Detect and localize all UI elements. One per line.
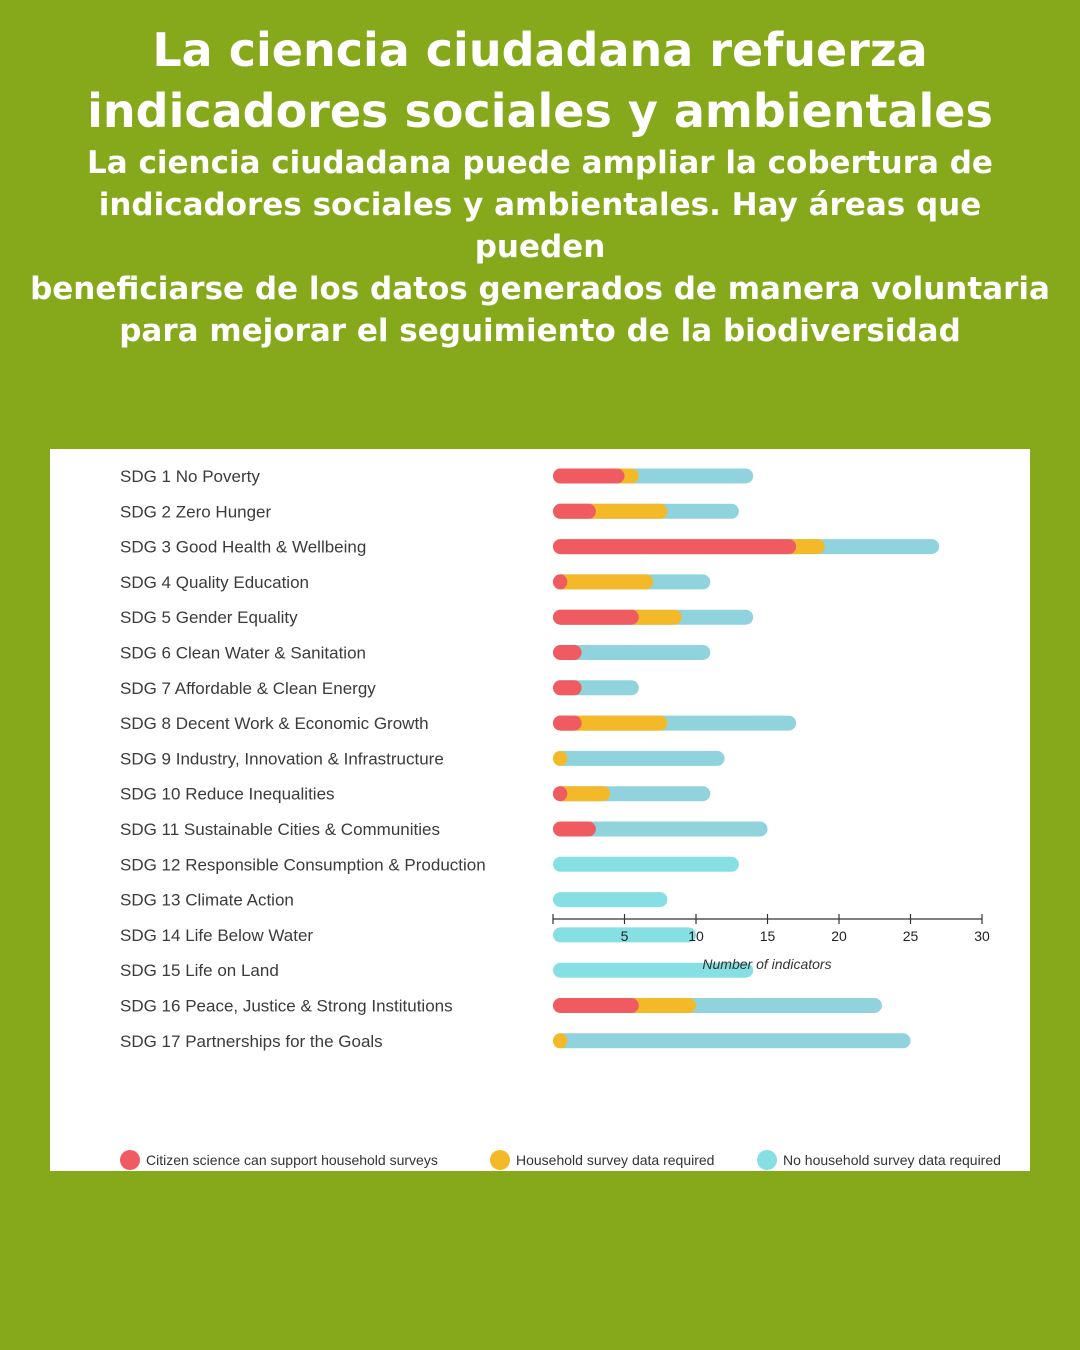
x-tick-label: 30 <box>974 928 990 944</box>
category-label: SDG 7 Affordable & Clean Energy <box>120 678 376 698</box>
bar-segment-no-household <box>553 1033 911 1048</box>
bar-segment-citizen <box>553 716 582 731</box>
page-title <box>0 20 1080 142</box>
subtitle-line-3: beneficiarse de los datos generados de manera voluntaria <box>30 271 1050 307</box>
category-label: SDG 14 Life Below Water <box>120 925 314 945</box>
bar-segment-citizen <box>553 610 639 625</box>
category-label: SDG 8 Decent Work & Economic Growth <box>120 714 429 734</box>
category-label: SDG 16 Peace, Justice & Strong Institutions <box>120 996 453 1016</box>
category-label: SDG 4 Quality Education <box>120 572 309 592</box>
legend-swatch <box>757 1150 777 1170</box>
x-axis-title: Number of indicators <box>702 956 832 972</box>
bar-segment-citizen <box>553 504 596 519</box>
x-tick-label: 10 <box>688 928 704 944</box>
category-label: SDG 6 Clean Water & Sanitation <box>120 643 366 663</box>
category-label: SDG 11 Sustainable Cities & Communities <box>120 820 440 839</box>
bar-segment-citizen <box>553 822 596 837</box>
subtitle-line-2: indicadores sociales y ambientales. Hay áreas que pueden <box>98 187 982 265</box>
bar-segment-citizen <box>553 786 567 801</box>
bar-segment-no-household <box>553 892 667 907</box>
category-label: SDG 2 Zero Hunger <box>120 502 272 522</box>
category-label: SDG 17 Partnerships for the Goals <box>120 1031 383 1051</box>
page-subtitle <box>30 142 1050 352</box>
subtitle-line-1: La ciencia ciudadana puede ampliar la cobertura de <box>87 145 993 181</box>
bar-segment-citizen <box>553 680 582 695</box>
category-label: SDG 5 Gender Equality <box>120 608 298 628</box>
legend-swatch <box>490 1150 510 1170</box>
category-label: SDG 15 Life on Land <box>120 961 279 981</box>
category-label: SDG 12 Responsible Consumption & Production <box>120 855 486 875</box>
category-label: SDG 3 Good Health & Wellbeing <box>120 537 367 557</box>
legend-label: Household survey data required <box>516 1152 715 1168</box>
bar-segment-no-household <box>553 857 739 872</box>
legend-label: No household survey data required <box>783 1152 1001 1168</box>
sdg-indicators-chart <box>50 449 1030 1171</box>
bar-segment-household <box>553 1033 567 1048</box>
legend-label: Citizen science can support household surveys <box>146 1152 438 1168</box>
bar-segment-citizen <box>553 645 582 660</box>
title-line-2: indicadores sociales y ambientales <box>87 84 993 138</box>
bar-segment-household <box>553 574 653 589</box>
x-tick-label: 20 <box>831 928 847 944</box>
bar-segment-citizen <box>553 998 639 1013</box>
legend-swatch <box>120 1150 140 1170</box>
category-label: SDG 10 Reduce Inequalities <box>120 784 335 804</box>
subtitle-line-4: para mejorar el seguimiento de la biodiversidad <box>119 313 961 349</box>
title-line-1: La ciencia ciudadana refuerza <box>152 23 928 77</box>
x-tick-label: 15 <box>759 928 776 944</box>
category-label: SDG 1 No Poverty <box>120 467 260 486</box>
category-label: SDG 9 Industry, Innovation & Infrastructure <box>120 749 444 769</box>
bar-segment-citizen <box>553 574 567 589</box>
bar-segment-household <box>553 751 567 766</box>
x-tick-label: 5 <box>620 928 629 944</box>
category-label: SDG 13 Climate Action <box>120 890 294 910</box>
chart-panel <box>50 449 1030 1171</box>
bar-segment-citizen <box>553 469 625 484</box>
bar-segment-citizen <box>553 539 796 554</box>
x-tick-label: 25 <box>902 928 919 944</box>
bar-segment-no-household <box>553 751 725 766</box>
